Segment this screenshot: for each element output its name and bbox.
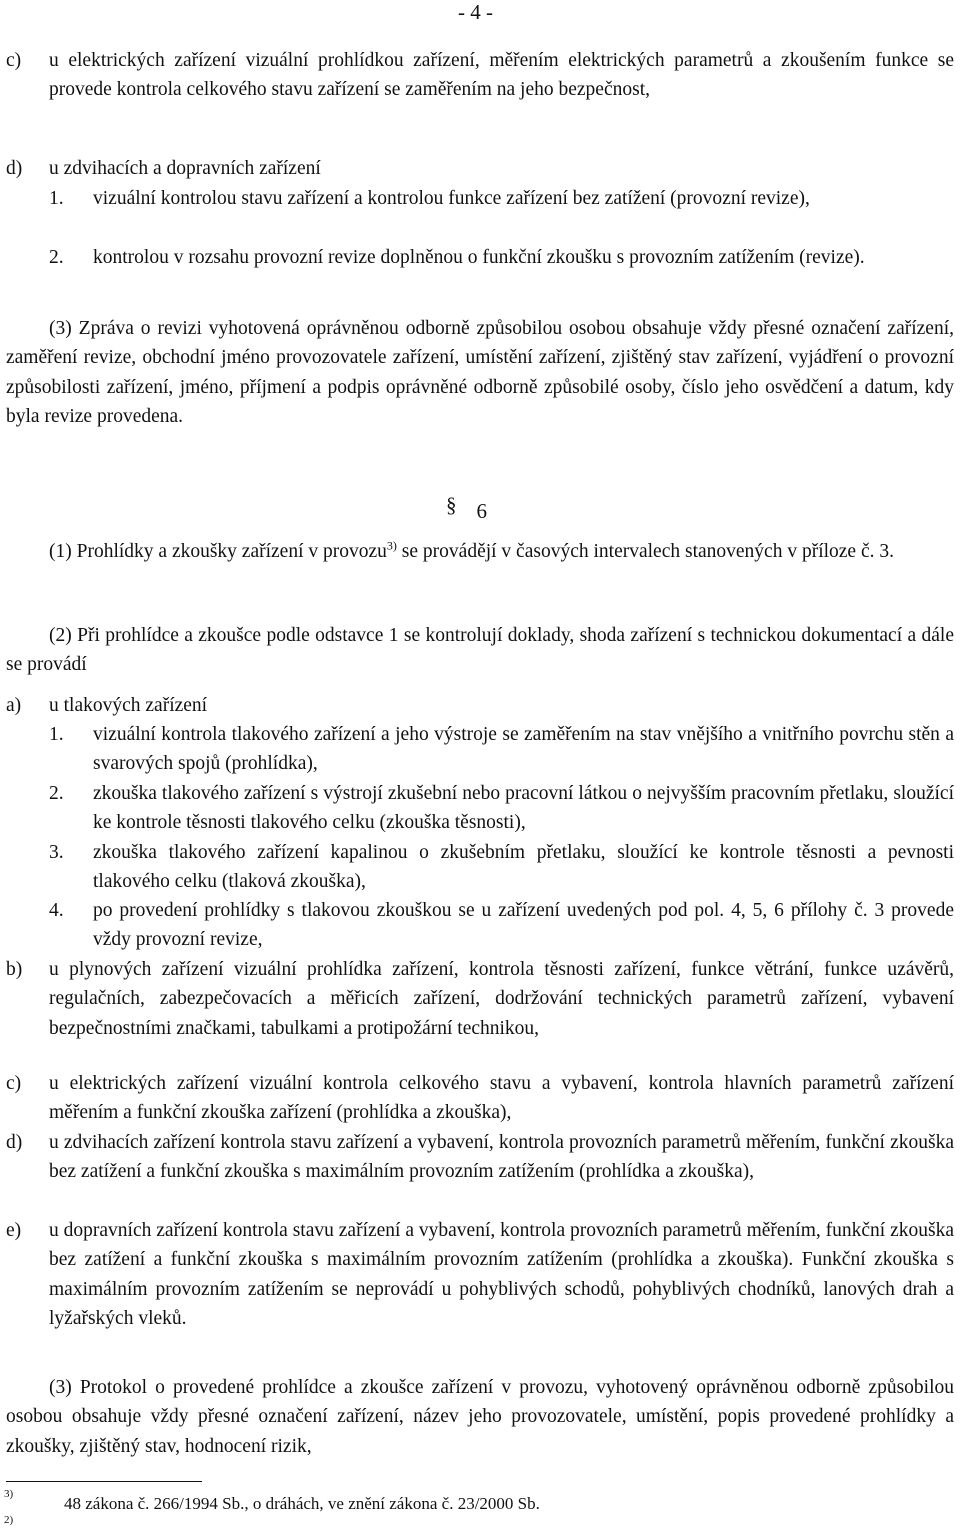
item-text: u elektrických zařízení vizuální prohlídkou zařízení, měřením elektrických parametrů a zkoušením funkce se provede kontrola celkového stavu zařízení se zaměřením na jeho bezpečnost, [49, 50, 954, 101]
subitem-d-1 [6, 184, 954, 213]
subitem-label: 2. [49, 783, 64, 804]
subitem-label: 3. [49, 842, 64, 863]
subitem-text: zkouška tlakového zařízení kapalinou o zkušebním přetlaku, sloužící ke kontrole těsnosti a pevnosti tlakového celku (tlaková zkouška), [93, 842, 954, 893]
item-label: d) [6, 158, 23, 179]
footnote-divider [6, 1481, 202, 1482]
footnote-ref: 3) [386, 538, 397, 553]
subitem-text: vizuální kontrola tlakového zařízení a jeho výstroje se zaměřením na stav vnějšího a vnitřního povrchu stěn a svarových spojů (prohlídka), [93, 724, 954, 775]
footnote-mark: 3) [4, 1488, 14, 1500]
subitem-text: vizuální kontrolou stavu zařízení a kontrolou funkce zařízení bez zatížení (provozní revize), [93, 188, 810, 209]
list-a-subitem-3 [6, 838, 954, 897]
item-text: u dopravních zařízení kontrola stavu zařízení a vybavení, kontrola provozních parametrů měřením, funkční zkouška bez zatížení a funkční zkouška s maximálním provozním zatížením (prohlídka a zkouška). Funkční zkouška s maximálním provozním zatížením se neprovádí u pohyblivých schodů, pohyblivých chodníků, lanových drah a lyžařských vleků. [49, 1220, 954, 1330]
item-text: u plynových zařízení vizuální prohlídka zařízení, kontrola těsnosti zařízení, funkce větrání, funkce uzávěrů, regulačních, zabezpečovacích a měřicích zařízení, dodržování technických parametrů zařízení, vybavení bezpečnostními značkami, tabulkami a protipožární technikou, [49, 959, 954, 1039]
item-c-electrical [6, 46, 954, 105]
item-label: c) [6, 50, 22, 71]
item-label: c) [6, 1073, 22, 1094]
paragraph-text: (3) Zpráva o revizi vyhotovená oprávněnou odborně způsobilou osobou obsahuje vždy přesné označení zařízení, zaměření revize, obchodní jméno provozovatele zařízení, umístění zařízení, zjištěný stav zařízení, vyjádření o provozní způsobilosti zařízení, jméno, příjmení a podpis oprávněné odborně způsobilé osoby, číslo jeho osvědčení a datum, kdy byla revize provedena. [6, 318, 954, 428]
page-number: - 4 - [458, 0, 493, 24]
subitem-d-2 [6, 243, 954, 272]
paragraph-text-cont: se provádějí v časových intervalech stanovených v příloze č. 3. [396, 541, 894, 562]
item-label: e) [6, 1220, 22, 1241]
subitem-text: kontrolou v rozsahu provozní revize doplněnou o funkční zkoušku s provozním zatížením (revize). [93, 247, 865, 268]
list-item-e [6, 1216, 954, 1334]
subitem-text: po provedení prohlídky s tlakovou zkouškou se u zařízení uvedených pod pol. 4, 5, 6 přílohy č. 3 provede vždy provozní revize, [93, 900, 954, 951]
list-item-a [6, 691, 954, 720]
section6-paragraph-1 [6, 537, 954, 566]
item-label: a) [6, 695, 22, 716]
paragraph-text: (1) Prohlídky a zkoušky zařízení v provozu [49, 541, 387, 562]
paragraph-text: (3) Protokol o provedené prohlídce a zkoušce zařízení v provozu, vyhotovený oprávněnou odborně způsobilou osobou obsahuje vždy přesné označení zařízení, název jeho provozovatele, umístění, popis provedené prohlídky a zkoušky, zjištěný stav, hodnocení rizik, [6, 1377, 954, 1457]
section-symbol: § [446, 493, 457, 517]
subitem-label: 2. [49, 247, 64, 268]
section-heading [446, 493, 487, 526]
item-text: u zdvihacích a dopravních zařízení [49, 158, 321, 179]
subitem-label: 4. [49, 900, 64, 921]
item-label: b) [6, 959, 23, 980]
list-item-b [6, 955, 954, 1043]
subitem-label: 1. [49, 724, 64, 745]
paragraph-text: (2) Při prohlídce a zkoušce podle odstavce 1 se kontrolují doklady, shoda zařízení s technickou dokumentací a dále se provádí [6, 625, 954, 676]
item-label: d) [6, 1132, 23, 1153]
footnote-mark: 2) [4, 1514, 14, 1526]
section-number: 6 [476, 499, 487, 523]
list-item-c [6, 1069, 954, 1128]
list-a-subitem-1 [6, 720, 954, 779]
section6-paragraph-2 [6, 621, 954, 680]
list-a-subitem-2 [6, 779, 954, 838]
footnote-text: 48 zákona č. 266/1994 Sb., o dráhách, ve znění zákona č. 23/2000 Sb. [64, 1494, 540, 1513]
item-text: u zdvihacích zařízení kontrola stavu zařízení a vybavení, kontrola provozních parametrů měřením, funkční zkouška bez zatížení a funkční zkouška s maximálním provozním zatížením (prohlídka a zkouška), [49, 1132, 954, 1183]
list-item-d [6, 1128, 954, 1187]
subitem-text: zkouška tlakového zařízení s výstrojí zkušební nebo pracovní látkou o nejvyšším pracovním přetlaku, sloužící ke kontrole těsnosti tlakového celku (zkouška těsnosti), [93, 783, 954, 834]
paragraph-3-report [6, 314, 954, 432]
item-text: u elektrických zařízení vizuální kontrola celkového stavu a vybavení, kontrola hlavních parametrů zařízení měřením a funkční zkouška zařízení (prohlídka a zkouška), [49, 1073, 954, 1124]
item-d-lifting [6, 154, 954, 183]
section6-paragraph-3 [6, 1373, 954, 1461]
item-text: u tlakových zařízení [49, 695, 208, 716]
subitem-label: 1. [49, 188, 64, 209]
list-a-subitem-4 [6, 896, 954, 955]
